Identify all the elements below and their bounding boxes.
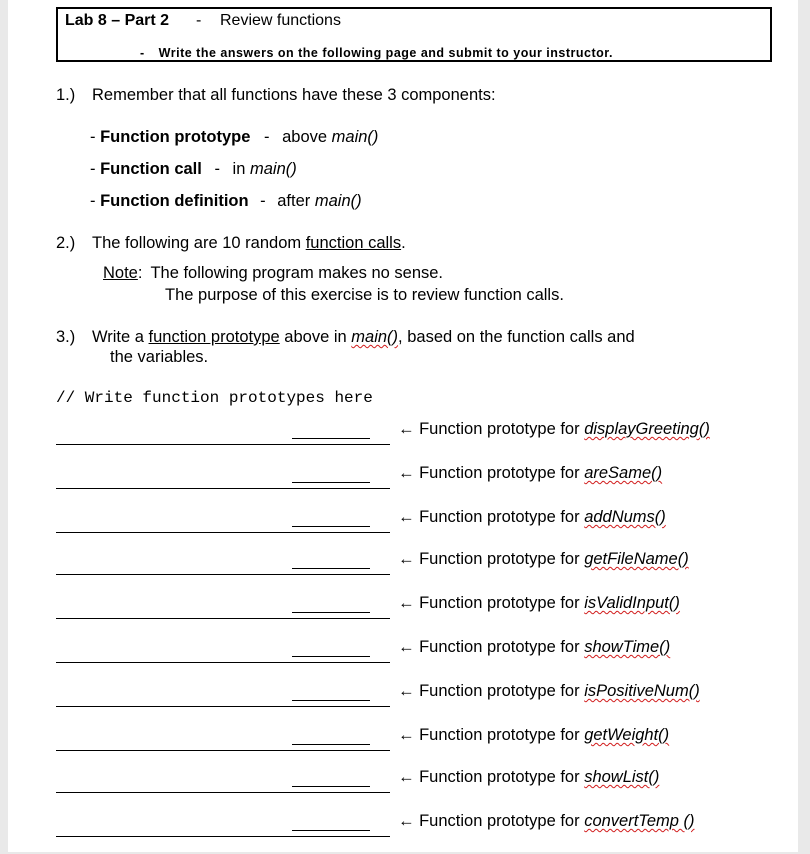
item-1-text: Remember that all functions have these 3 components:: [92, 86, 496, 104]
left-arrow-icon: ←: [398, 594, 415, 612]
left-arrow-icon: ←: [398, 508, 415, 526]
worksheet-page: [8, 0, 798, 852]
blank-segment: [292, 526, 370, 527]
blank-segment: [292, 656, 370, 657]
code-comment: // Write function prototypes here: [56, 389, 373, 407]
function-prototype-term: function prototype: [148, 328, 280, 346]
left-arrow-icon: ←: [398, 768, 415, 786]
function-name: areSame(): [584, 464, 663, 482]
left-arrow-icon: ←: [398, 550, 415, 568]
answer-line[interactable]: [56, 706, 390, 707]
prototype-label: ← Function prototype for getWeight(): [398, 726, 670, 744]
note-line-2: The purpose of this exercise is to review function calls.: [165, 286, 564, 304]
instruction-text: Write the answers on the following page and submit to your instructor.: [158, 46, 613, 60]
blank-segment: [292, 700, 370, 701]
prototype-label: ← Function prototype for addNums(): [398, 508, 666, 526]
blank-segment: [292, 786, 370, 787]
prototype-label: ← Function prototype for convertTemp (): [398, 812, 695, 830]
item-3-text: Write a function prototype above in main(), based on the function calls and: [92, 328, 635, 346]
function-name: displayGreeting(): [584, 420, 710, 438]
answer-line[interactable]: [56, 750, 390, 751]
header-box: [56, 7, 772, 62]
prototype-label: ← Function prototype for displayGreeting(): [398, 420, 710, 438]
item-2-number: 2.): [56, 234, 76, 252]
answer-line[interactable]: [56, 662, 390, 663]
instruction-line: [140, 46, 613, 60]
item-2-text: The following are 10 random function calls.: [92, 234, 406, 252]
main-term: main(): [351, 328, 399, 346]
left-arrow-icon: ←: [398, 682, 415, 700]
blank-segment: [292, 830, 370, 831]
note-line-1: Note: The following program makes no sense.: [103, 264, 444, 282]
left-arrow-icon: ←: [398, 812, 415, 830]
prototype-label: ← Function prototype for showList(): [398, 768, 660, 786]
function-name: getFileName(): [584, 550, 689, 568]
lab-subtitle: Review functions: [220, 12, 341, 29]
left-arrow-icon: ←: [398, 420, 415, 438]
lab-title: Lab 8 – Part 2: [65, 12, 170, 29]
item-3-text-line-2: the variables.: [110, 348, 209, 366]
prototype-label: ← Function prototype for showTime(): [398, 638, 671, 656]
blank-segment: [292, 612, 370, 613]
component-call: - Function call - in main(): [90, 160, 297, 178]
answer-line[interactable]: [56, 792, 390, 793]
function-name: showList(): [584, 768, 660, 786]
function-calls-term: function calls: [305, 234, 402, 252]
component-prototype: - Function prototype - above main(): [90, 128, 379, 146]
answer-line[interactable]: [56, 618, 390, 619]
answer-line[interactable]: [56, 836, 390, 837]
component-name: Function call: [100, 160, 202, 178]
left-arrow-icon: ←: [398, 638, 415, 656]
blank-segment: [292, 568, 370, 569]
function-name: addNums(): [584, 508, 666, 526]
function-name: isPositiveNum(): [584, 682, 700, 700]
note-label: Note: [103, 264, 138, 282]
left-arrow-icon: ←: [398, 464, 415, 482]
component-name: Function prototype: [100, 128, 251, 146]
answer-line[interactable]: [56, 574, 390, 575]
component-definition: - Function definition - after main(): [90, 192, 362, 210]
left-arrow-icon: ←: [398, 726, 415, 744]
component-name: Function definition: [100, 192, 249, 210]
answer-line[interactable]: [56, 488, 390, 489]
item-3-number: 3.): [56, 328, 76, 346]
answer-line[interactable]: [56, 444, 390, 445]
function-name: isValidInput(): [584, 594, 680, 612]
function-name: getWeight(): [584, 726, 670, 744]
prototype-label: ← Function prototype for areSame(): [398, 464, 663, 482]
prototype-label: ← Function prototype for isPositiveNum(): [398, 682, 700, 700]
answer-line[interactable]: [56, 532, 390, 533]
function-name: convertTemp (): [584, 812, 695, 830]
item-1-number: 1.): [56, 86, 76, 104]
title-dash: -: [196, 12, 202, 29]
instruction-dash: -: [140, 46, 145, 60]
prototype-label: ← Function prototype for getFileName(): [398, 550, 689, 568]
prototype-label: ← Function prototype for isValidInput(): [398, 594, 680, 612]
blank-segment: [292, 438, 370, 439]
blank-segment: [292, 482, 370, 483]
blank-segment: [292, 744, 370, 745]
function-name: showTime(): [584, 638, 671, 656]
